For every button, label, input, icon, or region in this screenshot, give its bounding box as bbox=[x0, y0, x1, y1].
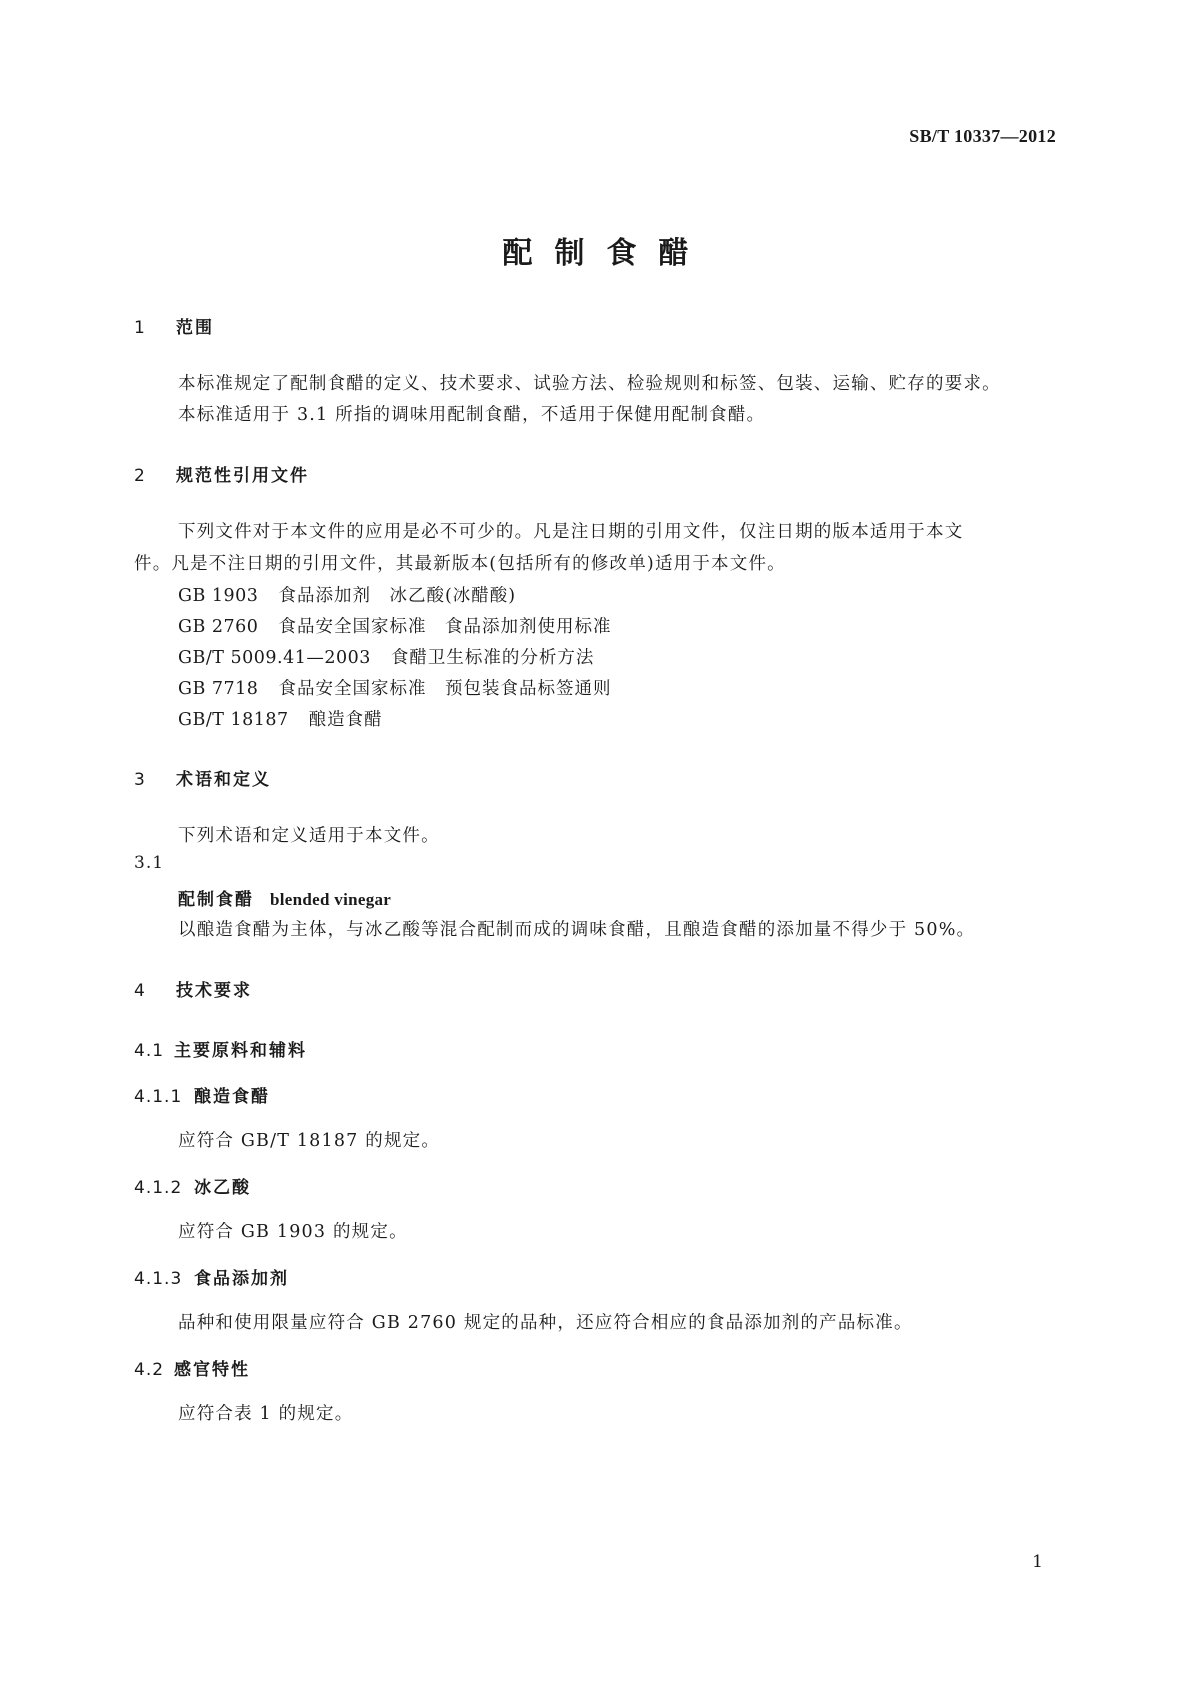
term-chinese: 配制食醋 bbox=[178, 890, 254, 910]
section-2-heading bbox=[134, 461, 309, 486]
section-number: 1 bbox=[134, 318, 146, 338]
subsection-4-1-heading bbox=[134, 1036, 307, 1061]
reference-title: 食品添加剂 冰乙酸(冰醋酸) bbox=[278, 586, 517, 606]
paragraph: 品种和使用限量应符合 GB 2760 规定的品种，还应符合相应的食品添加剂的产品标准。 bbox=[178, 1313, 913, 1333]
section-number: 3 bbox=[134, 770, 146, 790]
section-3-heading bbox=[134, 765, 271, 790]
paragraph: 应符合表 1 的规定。 bbox=[178, 1404, 354, 1424]
paragraph: 本标准规定了配制食醋的定义、技术要求、试验方法、检验规则和标签、包装、运输、贮存的要求。 bbox=[178, 374, 1001, 394]
reference-item bbox=[178, 582, 516, 607]
page-number: 1 bbox=[1032, 1552, 1043, 1572]
term-number: 3.1 bbox=[134, 853, 165, 873]
section-number: 4.1.1 bbox=[134, 1087, 183, 1107]
subsection-4-1-3-heading bbox=[134, 1264, 289, 1289]
paragraph: 应符合 GB/T 18187 的规定。 bbox=[178, 1131, 441, 1151]
reference-title: 食品安全国家标准 食品添加剂使用标准 bbox=[278, 617, 612, 637]
reference-code: GB 1903 bbox=[178, 586, 259, 606]
section-4-heading bbox=[134, 976, 252, 1001]
term-english: blended vinegar bbox=[270, 890, 392, 909]
section-number: 4.1.3 bbox=[134, 1269, 183, 1289]
section-number: 4.1 bbox=[134, 1041, 165, 1061]
section-title: 技术要求 bbox=[176, 981, 252, 1001]
section-title: 规范性引用文件 bbox=[176, 466, 309, 486]
reference-code: GB/T 5009.41—2003 bbox=[178, 648, 371, 668]
paragraph-continuation: 件。凡是不注日期的引用文件，其最新版本(包括所有的修改单)适用于本文件。 bbox=[134, 554, 786, 574]
section-title: 范围 bbox=[176, 318, 214, 338]
section-number: 4.2 bbox=[134, 1360, 165, 1380]
term-entry bbox=[178, 885, 391, 910]
reference-item bbox=[178, 613, 611, 638]
standard-code: SB/T 10337—2012 bbox=[909, 126, 1056, 146]
section-title: 感官特性 bbox=[174, 1360, 250, 1380]
reference-title: 食品安全国家标准 预包装食品标签通则 bbox=[278, 679, 612, 699]
paragraph: 应符合 GB 1903 的规定。 bbox=[178, 1222, 408, 1242]
reference-code: GB 7718 bbox=[178, 679, 259, 699]
reference-item bbox=[178, 644, 594, 669]
reference-code: GB 2760 bbox=[178, 617, 259, 637]
paragraph: 下列文件对于本文件的应用是必不可少的。凡是注日期的引用文件，仅注日期的版本适用于本文 bbox=[178, 522, 964, 542]
section-title: 术语和定义 bbox=[176, 770, 271, 790]
subsection-4-1-1-heading bbox=[134, 1082, 270, 1107]
reference-item bbox=[178, 706, 383, 731]
reference-code: GB/T 18187 bbox=[178, 710, 289, 730]
reference-title: 食醋卫生标准的分析方法 bbox=[390, 648, 595, 668]
section-title: 酿造食醋 bbox=[194, 1087, 270, 1107]
section-number: 4 bbox=[134, 981, 146, 1001]
term-definition: 以酿造食醋为主体，与冰乙酸等混合配制而成的调味食醋，且酿造食醋的添加量不得少于 50%。 bbox=[178, 920, 976, 940]
reference-title: 酿造食醋 bbox=[308, 710, 383, 730]
section-number: 2 bbox=[134, 466, 146, 486]
reference-item bbox=[178, 675, 611, 700]
document-title: 配制食醋 bbox=[502, 236, 711, 271]
section-1-heading bbox=[134, 313, 214, 338]
subsection-4-1-2-heading bbox=[134, 1173, 251, 1198]
subsection-4-2-heading bbox=[134, 1355, 250, 1380]
section-number: 4.1.2 bbox=[134, 1178, 183, 1198]
paragraph: 下列术语和定义适用于本文件。 bbox=[178, 826, 440, 846]
section-title: 食品添加剂 bbox=[194, 1269, 289, 1289]
section-title: 主要原料和辅料 bbox=[174, 1041, 307, 1061]
paragraph: 本标准适用于 3.1 所指的调味用配制食醋，不适用于保健用配制食醋。 bbox=[178, 405, 766, 425]
section-title: 冰乙酸 bbox=[194, 1178, 251, 1198]
